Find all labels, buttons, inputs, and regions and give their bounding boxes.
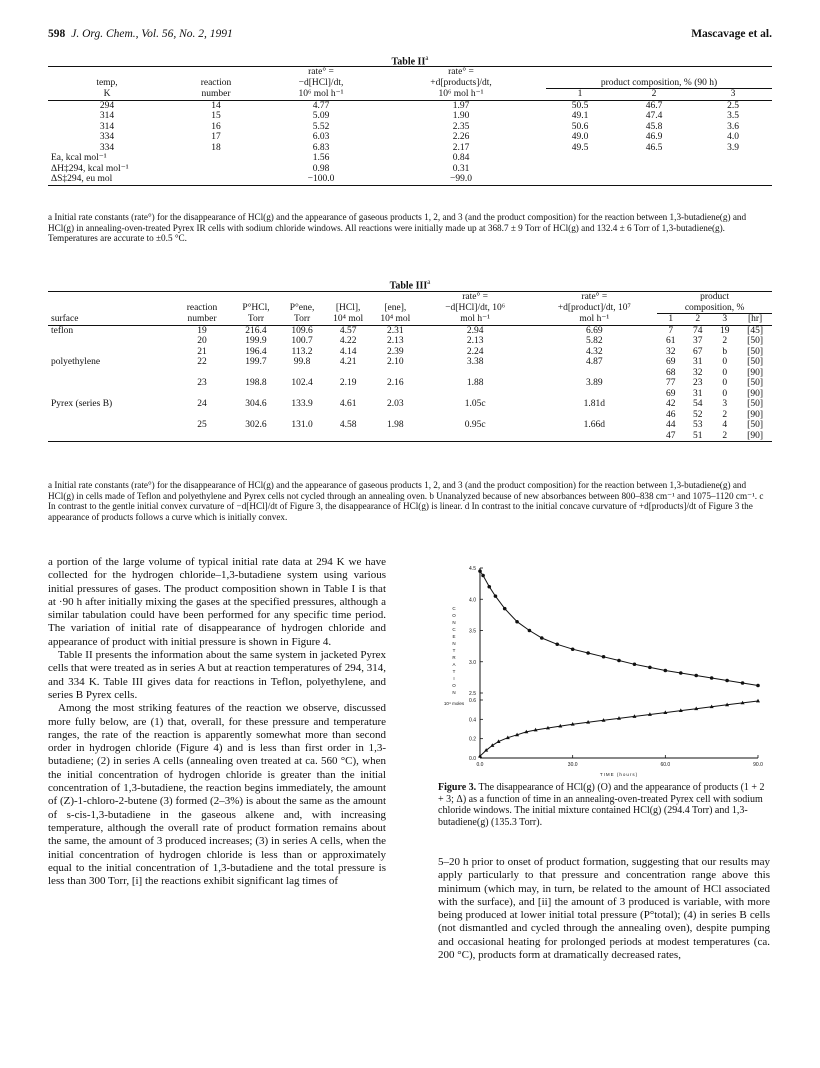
table-row bbox=[48, 100, 772, 111]
table-cell: 77 bbox=[666, 378, 676, 388]
table-cell: 2.13 bbox=[466, 336, 484, 346]
hcl-point bbox=[633, 662, 637, 666]
table-cell: 23 bbox=[692, 378, 703, 388]
table-cell: 1.88 bbox=[466, 378, 484, 388]
table-cell: Ea, kcal mol⁻¹ bbox=[51, 153, 107, 163]
table-row bbox=[48, 143, 772, 154]
table-cell: 0 bbox=[722, 367, 728, 378]
table-cell: 2.17 bbox=[452, 142, 470, 153]
table-cell: 3.9 bbox=[727, 142, 739, 153]
table-cell: 16 bbox=[211, 121, 221, 132]
table-row bbox=[48, 122, 772, 133]
table-cell: 4.22 bbox=[339, 336, 357, 346]
table-cell: 5.82 bbox=[586, 336, 603, 346]
table-cell: 31 bbox=[692, 388, 703, 399]
table-cell bbox=[232, 410, 279, 421]
table3-footnote: a Initial rate constants (rate°) for the disappearance of HCl(g) and the appearance of gaseous products 1, 2, and 3 (and the product composition) for the reaction between 1,3-butadiene(g) and HCl(g) in cells made of Teflon and polyethylene and Pyrex cells not cycled through an annealing oven. b Unanalyzed because of new absorbances between 800–838 cm⁻¹ and 1075–1120 cm⁻¹. c In contrast to the gentle initial convex curvature of −d[HCl]/dt of Figure 3, the disappearance of HCl(g) is linear. d In contrast to the initial concave curvature of +d[products]/dt of Figure 3 the appearance of products follows a curve which is initially convex. bbox=[48, 480, 764, 522]
table-cell: polyethylene bbox=[51, 357, 101, 367]
table-cell bbox=[531, 410, 657, 421]
table-row bbox=[48, 111, 772, 122]
x-tick-label: 30.0 bbox=[567, 762, 578, 768]
table-cell bbox=[531, 368, 657, 379]
y-tick-label: 3.0 bbox=[469, 659, 476, 666]
table-cell bbox=[531, 389, 657, 400]
left-column bbox=[48, 556, 386, 888]
hcl-point bbox=[528, 629, 532, 633]
right-column bbox=[438, 856, 770, 962]
table-cell: 47 bbox=[666, 430, 676, 441]
x-tick-label: 0.0 bbox=[476, 762, 484, 768]
table-cell bbox=[325, 410, 372, 421]
table-row bbox=[48, 368, 772, 379]
table3-title: Table III$^a$ bbox=[389, 278, 431, 292]
table-cell: 133.9 bbox=[291, 399, 313, 409]
table-cell bbox=[531, 431, 657, 442]
table-cell bbox=[280, 389, 325, 400]
table-cell bbox=[419, 389, 531, 400]
y-axis-label-char: N bbox=[452, 641, 456, 646]
col-composition: product bbox=[700, 292, 730, 302]
table-cell: 50.5 bbox=[571, 100, 589, 111]
table-cell bbox=[172, 431, 233, 442]
table-cell bbox=[325, 431, 372, 442]
y-tick-label: 2.5 bbox=[469, 691, 476, 697]
table-cell bbox=[546, 164, 772, 175]
table-cell: 52 bbox=[692, 409, 703, 420]
table-row bbox=[48, 410, 772, 421]
hcl-point bbox=[487, 585, 491, 589]
table-cell: 20 bbox=[197, 336, 207, 346]
table-cell bbox=[48, 431, 172, 442]
table-row bbox=[48, 336, 772, 347]
table-cell bbox=[280, 431, 325, 442]
products-curve bbox=[480, 701, 758, 756]
table-cell: 3.5 bbox=[727, 111, 739, 121]
table-cell: 50.6 bbox=[571, 121, 589, 132]
table-cell: 2.35 bbox=[452, 121, 470, 132]
table-cell bbox=[419, 431, 531, 442]
table-cell: 198.8 bbox=[245, 378, 267, 388]
hcl-point bbox=[679, 671, 683, 675]
table-cell: 44 bbox=[666, 420, 676, 430]
table-cell: 334 bbox=[99, 132, 115, 142]
table-cell: 314 bbox=[99, 111, 115, 121]
table-row bbox=[48, 431, 772, 442]
y-axis-label-char: A bbox=[452, 662, 456, 667]
table-cell: 15 bbox=[211, 111, 221, 121]
table-cell: 1.05c bbox=[464, 399, 486, 409]
table-cell bbox=[280, 368, 325, 379]
table-cell: 216.4 bbox=[245, 325, 267, 336]
table-cell bbox=[48, 368, 172, 379]
table-cell: 53 bbox=[692, 420, 703, 430]
table-cell: 1.81d bbox=[583, 399, 605, 409]
hcl-point bbox=[648, 666, 652, 670]
y-tick-label: 0.4 bbox=[469, 717, 476, 724]
table-cell: 2.5 bbox=[727, 100, 739, 111]
col-rate-hcl: rate° = bbox=[308, 67, 334, 77]
x-tick-label: 60.0 bbox=[660, 762, 671, 768]
y-axis-label-char: T bbox=[452, 648, 456, 653]
y-axis-label-char: R bbox=[452, 655, 456, 660]
table-cell bbox=[48, 336, 172, 347]
table-row bbox=[48, 420, 772, 431]
table-cell: 5.52 bbox=[312, 121, 330, 132]
hcl-point bbox=[515, 620, 519, 624]
figure3-caption: Figure 3. The disappearance of HCl(g) (O) and the appearance of products (1 + 2 + 3; Δ) as a function of time in an annealing-oven-treated Pyrex cell with sodium chloride windows. The initial mixture contained HCl(g) (294.4 Torr) and 1,3-butadiene(g) (135.3 Torr). bbox=[438, 782, 765, 828]
y-axis-label-char: T bbox=[452, 669, 456, 674]
table-cell bbox=[48, 378, 172, 389]
table-cell: 3.38 bbox=[466, 357, 484, 367]
table-cell bbox=[325, 389, 372, 400]
table-cell bbox=[232, 368, 279, 379]
col-composition: product composition, % (90 h) bbox=[546, 78, 772, 89]
table-cell: 334 bbox=[99, 142, 115, 153]
table-cell: 54 bbox=[692, 399, 703, 409]
table-cell: 4.57 bbox=[339, 325, 357, 336]
table-cell: 7 bbox=[668, 325, 674, 336]
y-tick-label: 4.5 bbox=[469, 566, 476, 572]
table-cell: 18 bbox=[211, 142, 221, 153]
table-cell: 2.26 bbox=[452, 132, 470, 142]
table-cell bbox=[372, 410, 419, 421]
table-cell: [90] bbox=[747, 409, 763, 420]
table-cell bbox=[232, 389, 279, 400]
table-cell: 31 bbox=[692, 357, 703, 367]
table-cell bbox=[325, 368, 372, 379]
table-cell: 46 bbox=[666, 409, 676, 420]
x-axis-label: TIME (hours) bbox=[599, 772, 639, 777]
table-cell: [50] bbox=[747, 346, 763, 357]
table-cell: 6.03 bbox=[312, 132, 330, 142]
table-cell: 1.90 bbox=[452, 111, 470, 121]
col-surface: surface bbox=[51, 313, 79, 324]
table-cell: 2.24 bbox=[466, 346, 484, 357]
table-cell bbox=[48, 389, 172, 400]
hcl-point bbox=[602, 655, 606, 659]
hcl-point bbox=[503, 607, 507, 611]
hcl-point bbox=[617, 659, 621, 663]
table-cell: 49.1 bbox=[571, 111, 589, 121]
y-axis-label-lower: 10⁴ moles bbox=[443, 701, 465, 706]
col-reaction: reaction bbox=[200, 77, 232, 88]
table-cell: 4.0 bbox=[727, 132, 739, 142]
col-rate-prod: rate° = bbox=[448, 67, 474, 77]
table-cell: 4.87 bbox=[586, 357, 603, 367]
y-axis-label-char: C bbox=[452, 627, 456, 632]
table-cell: 3.6 bbox=[727, 121, 739, 132]
table-cell: [50] bbox=[747, 357, 763, 367]
table-cell bbox=[280, 410, 325, 421]
table-row bbox=[48, 347, 772, 358]
table-row bbox=[48, 164, 772, 175]
table-cell: −100.0 bbox=[307, 174, 335, 184]
authors: Mascavage et al. bbox=[691, 28, 772, 40]
table-cell: [50] bbox=[747, 336, 763, 346]
table-cell: 32 bbox=[666, 346, 676, 357]
table-cell: 37 bbox=[692, 336, 703, 346]
table-cell: 109.6 bbox=[291, 325, 313, 336]
col-temp: temp, bbox=[96, 77, 118, 88]
table-cell: 42 bbox=[666, 399, 676, 409]
paragraph: Table II presents the information about the same system in jacketed Pyrex cells that were treated as in series A but at reaction temperatures of 294, 314, and 334 K. Table III gives data for reactions in Teflon, polyethylene, and series B Pyrex cells. bbox=[48, 649, 386, 701]
table-cell: 3.89 bbox=[586, 378, 603, 388]
table-cell bbox=[419, 368, 531, 379]
products-point bbox=[756, 699, 760, 703]
table-cell: 49.0 bbox=[571, 132, 589, 142]
table-cell: 46.7 bbox=[645, 100, 663, 111]
hcl-point bbox=[664, 669, 668, 673]
table-cell: 19 bbox=[197, 325, 207, 336]
hcl-point bbox=[741, 681, 745, 685]
table-cell: 49.5 bbox=[571, 142, 589, 153]
table-cell: 0 bbox=[722, 357, 728, 367]
y-tick-label: 0.0 bbox=[469, 756, 476, 762]
table-cell: 2.16 bbox=[387, 378, 404, 388]
table-cell: 6.69 bbox=[586, 325, 603, 336]
table-cell: 22 bbox=[197, 357, 207, 367]
paragraph: Among the most striking features of the reaction we observe, discussed more fully below, are (1) that, overall, for these pressure and temperature ranges, the rate of the reaction is apparently somewhat more than second order in hydrogen chloride (Figure 4) and is less than first order in 1,3-butadiene; (2) in series A cells (annealing oven treated at ca. 560 °C), when the initial concentration of hydrogen chloride is greater than the initial concentration of 1,3-butadiene, the reaction begins immediately, the amount of (Z)-1-chloro-2-butene (3) formed (2–3%) is about the same as the amount of s-cis-1,3-butadiene in the gaseous alkene and, with increasing temperature, although the overall rate of product formation remains about the same, the amount of 3 produced increases; (3) in series A cells, when the initial concentration of hydrogen chloride is less than or approximately equal to the initial concentration of 1,3-butadiene and the total pressure is less than 300 Torr, [i] the reactions exhibit significant lag times of bbox=[48, 702, 386, 888]
y-axis-label-char: I bbox=[453, 676, 455, 681]
table-cell: 199.7 bbox=[245, 357, 267, 367]
y-axis-label-char: C bbox=[452, 606, 456, 611]
table-cell: 6.83 bbox=[312, 142, 330, 153]
table-row bbox=[48, 378, 772, 389]
table-cell: 23 bbox=[197, 378, 207, 388]
y-axis-label-char: N bbox=[452, 620, 456, 625]
y-axis-label-char: E bbox=[452, 634, 456, 639]
table-cell: 4 bbox=[722, 420, 728, 430]
table-cell: 304.6 bbox=[245, 399, 267, 409]
table2-title: Table $II^a$ bbox=[391, 54, 429, 68]
table-row bbox=[48, 132, 772, 143]
hcl-point bbox=[571, 647, 575, 651]
table-cell: teflon bbox=[51, 325, 74, 336]
table-cell: 1.66d bbox=[583, 420, 605, 430]
table-cell: 2.03 bbox=[387, 399, 404, 409]
table-cell bbox=[546, 153, 772, 164]
table-cell: 2.13 bbox=[387, 336, 404, 346]
table-cell: [90] bbox=[747, 367, 763, 378]
table-row bbox=[48, 399, 772, 410]
table-cell: 4.61 bbox=[339, 399, 357, 409]
table-cell: −99.0 bbox=[450, 174, 472, 184]
table-cell: ΔS‡294, eu mol bbox=[51, 174, 113, 184]
hcl-point bbox=[481, 574, 485, 578]
hcl-point bbox=[710, 676, 714, 680]
table-cell: 3 bbox=[722, 399, 728, 409]
table-cell: 1.97 bbox=[452, 100, 470, 111]
table-cell: 4.58 bbox=[339, 420, 357, 430]
page-number: 598 bbox=[48, 28, 66, 40]
table-cell: 2.10 bbox=[387, 357, 404, 367]
hcl-point bbox=[540, 636, 544, 640]
table-cell: 0 bbox=[722, 388, 728, 399]
table-cell: 100.7 bbox=[291, 336, 313, 346]
y-axis-label-char: O bbox=[452, 613, 456, 618]
table-cell: 199.9 bbox=[245, 336, 267, 346]
table-cell: 314 bbox=[99, 121, 115, 132]
table-cell: 24 bbox=[197, 399, 207, 409]
hcl-point bbox=[555, 642, 559, 646]
table-cell: 4.14 bbox=[339, 346, 357, 357]
table-cell: 25 bbox=[197, 420, 207, 430]
table-cell: 0.95c bbox=[464, 420, 486, 430]
table-cell: 69 bbox=[666, 357, 676, 367]
table-cell: 113.2 bbox=[291, 346, 313, 357]
table-cell bbox=[372, 368, 419, 379]
table-cell: [90] bbox=[747, 388, 763, 399]
running-header bbox=[48, 28, 772, 42]
table-cell: 2.94 bbox=[466, 325, 484, 336]
table-cell: 4.32 bbox=[586, 346, 603, 357]
y-tick-label: 0.2 bbox=[469, 736, 476, 743]
table-cell: 51 bbox=[692, 430, 703, 441]
table-cell: 2 bbox=[722, 336, 728, 346]
table-cell: 4.21 bbox=[339, 357, 357, 367]
table-cell: 0 bbox=[722, 378, 728, 388]
hcl-point bbox=[694, 674, 698, 678]
table-cell bbox=[172, 368, 233, 379]
hcl-point bbox=[756, 684, 760, 688]
table-row bbox=[48, 325, 772, 336]
table-cell: 2 bbox=[722, 430, 728, 441]
table-cell: 294 bbox=[99, 100, 115, 111]
table-cell: 0.84 bbox=[452, 153, 470, 163]
table-cell: 46.5 bbox=[645, 142, 663, 153]
table-cell bbox=[48, 410, 172, 421]
table-cell: 2.31 bbox=[387, 325, 404, 336]
table-cell: 69 bbox=[666, 388, 676, 399]
table-cell: 0.98 bbox=[312, 163, 330, 174]
table-cell: 102.4 bbox=[291, 378, 313, 388]
hcl-point bbox=[725, 679, 729, 683]
table-cell: 0.31 bbox=[452, 163, 470, 174]
table-cell: 46.9 bbox=[645, 132, 663, 142]
table-cell: 5.09 bbox=[312, 111, 330, 121]
table-cell bbox=[372, 389, 419, 400]
table-cell: 4.77 bbox=[312, 100, 330, 111]
table-cell bbox=[546, 174, 772, 185]
table-cell: 74 bbox=[692, 325, 703, 336]
y-tick-label: 4.0 bbox=[469, 597, 476, 604]
paragraph: a portion of the large volume of typical initial rate data at 294 K we have collected for the hydrogen chloride–1,3-butadiene system using various initial pressures of gases. The product composition shown in Table I is that at ·90 h after initially mixing the gases at the specified pressures, although a similar tabulation could have been performed for any specific time period. The variation of initial rate of disappearance of hydrogen chloride and appearance of product with initial pressure is shown in Figure 4. bbox=[48, 556, 386, 648]
table-row bbox=[48, 153, 772, 164]
table-cell: b bbox=[722, 346, 728, 357]
table-cell: 47.4 bbox=[645, 111, 663, 121]
table-cell: 14 bbox=[211, 100, 221, 111]
table-cell: [50] bbox=[747, 420, 763, 430]
hcl-curve bbox=[480, 571, 758, 685]
hcl-point bbox=[494, 594, 498, 598]
x-tick-label: 90.0 bbox=[753, 762, 763, 768]
paragraph: 5–20 h prior to onset of product formation, suggesting that our results may apply particularly to that pressure and concentration range above this minimum (which may, in turn, be related to the amount of HCl associated with the surface), and [ii] the amount of 3 produced is variable, with more being produced at lower initial total pressure (P°total); (4) in series B cells (not dismantled and cycled through the annealing oven), despite pumping and occasional heating for prolonged periods at modest temperatures (ca. 200 °C), products form at dramatically decreased rates, bbox=[438, 856, 770, 962]
y-tick-label: 3.5 bbox=[469, 628, 476, 635]
table2-footnote: a Initial rate constants (rate°) for the disappearance of HCl(g) and the appearance of gaseous products 1, 2, and 3 (and the product composition) for the reaction between 1,3-butadiene(g) and HCl(g) in annealing-oven-treated Pyrex IR cells with sodium chloride windows. All reactions were initially made up at 368.7 ± 9 Torr of HCl(g) and 132.4 ± 6 Torr of 1,3-butadiene(g). Temperatures are accurate to ±0.5 °C. bbox=[48, 212, 747, 244]
table-cell bbox=[372, 431, 419, 442]
table2: rate° = rate° = temp, reaction −d[HCl]/dt, +d[products]/dt, product composition, % (90 h) K number 10⁶ mol h⁻¹ 10⁶ mol h⁻¹ 1 2 3 294 14 4.77 1.97 50.5 46.7 2.5 314 15 5.09 1.90 49.1 47.4 3.5 314 16 5.52 2.35 50.6 45.8 3.6 334 17 6.03 2.26 49.0 46.9 4.0 334 18 6.83 2.17 49.5 46.5 3.9 Ea, kcal mol⁻¹ 1.56 0.84 ΔH‡294, kcal mol⁻¹ 0.98 0.31 ΔS‡294, eu mol −100.0 −99.0 bbox=[48, 66, 772, 186]
hcl-point bbox=[478, 569, 482, 573]
table-cell: 19 bbox=[719, 325, 730, 336]
table-cell: 67 bbox=[692, 346, 703, 357]
table-cell: 2 bbox=[722, 409, 728, 420]
table-cell: [90] bbox=[747, 430, 763, 441]
table-cell: 21 bbox=[197, 346, 207, 357]
hcl-point bbox=[586, 651, 590, 655]
table-row bbox=[48, 357, 772, 368]
journal-citation: J. Org. Chem., Vol. 56, No. 2, 1991 bbox=[71, 28, 233, 40]
figure3-chart bbox=[440, 558, 780, 780]
table-cell bbox=[172, 389, 233, 400]
table-cell: 68 bbox=[666, 367, 676, 378]
table-cell: 45.8 bbox=[645, 121, 663, 132]
table3: rate° = rate° = product reaction P°HCl, P°ene, [HCl], [ene], −d[HCl]/dt, 10⁶ +d[product]/dt, 10⁷ composition, % surface number Torr Torr 10⁴ mol 10⁴ mol mol h⁻¹ mol h⁻¹ 1 2 3 [hr] teflon 19 216.4 109.6 4.57 2.31 2.94 6.69 7 74 19 [45] 20 199.9 100.7 4.22 2.13 2.13 5.82 61 37 2 [50] 21 196.4 113.2 4.14 2.39 2.24 4.32 32 67 b [50] polyethylene 22 199.7 99.8 4.21 2.10 3.38 4.87 69 31 0 [50] 68 32 0 [90] 23 198.8 102.4 2.19 2.16 1.88 3.89 77 23 0 [50] 69 31 0 [90] Pyrex (series B) 24 304.6 133.9 4.61 2.03 1.05c 1.81d 42 54 3 [50] 46 52 2 [90] 25 302.6 131.0 4.58 1.98 0.95c 1.66d 44 53 4 [50] 47 51 2 [90] bbox=[48, 291, 772, 442]
table-cell: 32 bbox=[692, 367, 703, 378]
table-cell: 61 bbox=[666, 336, 676, 346]
table-cell bbox=[232, 431, 279, 442]
table-cell bbox=[48, 420, 172, 431]
table-cell bbox=[172, 410, 233, 421]
table-cell: ΔH‡294, kcal mol⁻¹ bbox=[51, 163, 129, 174]
table-row bbox=[48, 389, 772, 400]
table-cell: Pyrex (series B) bbox=[51, 399, 113, 409]
table-cell: 196.4 bbox=[245, 346, 267, 357]
y-axis-label-char: N bbox=[452, 690, 456, 695]
table-cell: 2.39 bbox=[387, 346, 404, 357]
table-cell: 302.6 bbox=[245, 420, 267, 430]
table-cell bbox=[419, 410, 531, 421]
table-cell: [50] bbox=[747, 399, 763, 409]
table-cell: 17 bbox=[211, 132, 221, 142]
table-cell: 1.98 bbox=[387, 420, 404, 430]
table-cell bbox=[48, 347, 172, 358]
table-cell: [45] bbox=[747, 325, 763, 336]
y-axis-label-char: O bbox=[452, 683, 456, 688]
table-row bbox=[48, 174, 772, 185]
table-cell: 1.56 bbox=[312, 153, 330, 163]
table-cell: [50] bbox=[747, 378, 763, 388]
table-cell: 99.8 bbox=[293, 357, 311, 367]
y-tick-label: 0.6 bbox=[469, 698, 476, 704]
table-cell: 131.0 bbox=[291, 420, 313, 430]
table-cell: 2.19 bbox=[339, 378, 357, 388]
